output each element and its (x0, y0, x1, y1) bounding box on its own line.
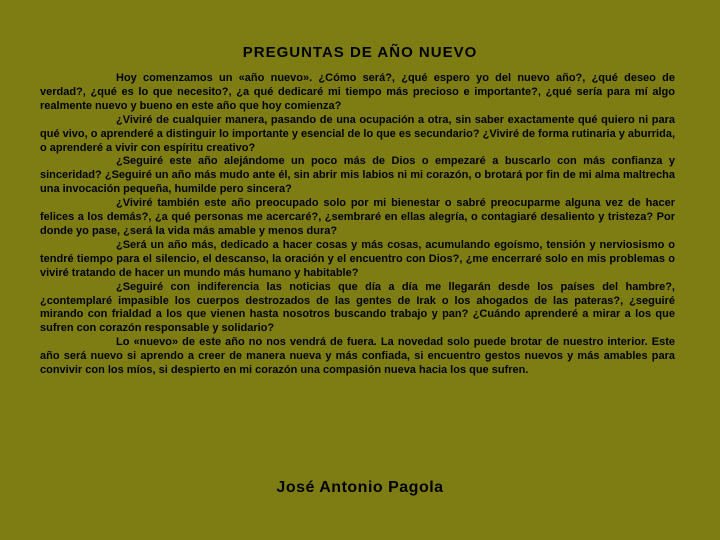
paragraph: Hoy comenzamos un «año nuevo». ¿Cómo será?, ¿qué espero yo del nuevo año?, ¿qué deseo de verdad?, ¿qué es lo que necesito?, ¿a qué dedicaré mi tiempo más precioso e importante?, ¿qué sería para mí algo realmente nuevo y bueno en este año que hoy comienza? (40, 72, 675, 112)
paragraph: ¿Será un año más, dedicado a hacer cosas y más cosas, acumulando egoísmo, tensión y nerviosismo o tendré tiempo para el silencio, el descanso, la oración y el encuentro con Dios?, ¿me encerraré solo en mis problemas o viviré tratando de hacer un mundo más humano y habitable? (40, 238, 675, 279)
author-signature: José Antonio Pagola (276, 479, 444, 496)
paragraph: ¿Seguiré con indiferencia las noticias que día a día me llegarán desde los países del hambre?, ¿contemplaré impasible los cuerpos destrozados de las gentes de Irak o los ahogados de las pateras?, ¿seguiré mirando con frialdad a los que vienen hasta nosotros buscando trabajo y pan? ¿Cuándo aprenderé a mirar a los que sufren con corazón responsable y solidario? (40, 280, 675, 335)
paragraph: ¿Seguiré este año alejándome un poco más de Dios o empezaré a buscarlo con más confianza y sinceridad? ¿Seguiré un año más mudo ante él, sin abrir mis labios ni mi corazón, o brotará por fin de mi alma maltrecha una invocación pequeña, humilde pero sincera? (40, 155, 675, 196)
page-title: PREGUNTAS DE AÑO NUEVO (242, 44, 478, 61)
paragraph: Lo «nuevo» de este año no nos vendrá de fuera. La novedad solo puede brotar de nuestro interior. Este año será nuevo si aprendo a creer de manera nueva y más confiada, si encuentro gestos nuevos y más amables para convivir con los míos, si despierto en mi corazón una compasión nueva hacia los que sufren. (40, 336, 675, 377)
body-text (40, 72, 675, 378)
paragraph: ¿Viviré también este año preocupado solo por mi bienestar o sabré preocuparme alguna vez de hacer felices a los demás?, ¿a qué personas me acercaré?, ¿sembraré en ellas alegría, o contagiaré desaliento y tristeza? Por donde yo pase, ¿será la vida más amable y menos dura? (40, 197, 675, 237)
paragraph: ¿Viviré de cualquier manera, pasando de una ocupación a otra, sin saber exactamente qué quiero ni para qué vivo, o aprenderé a distinguir lo importante y esencial de lo que es secundario? ¿Viviré de forma rutinaria y aburrida, o aprenderé a vivir con espíritu creativo? (40, 113, 675, 154)
